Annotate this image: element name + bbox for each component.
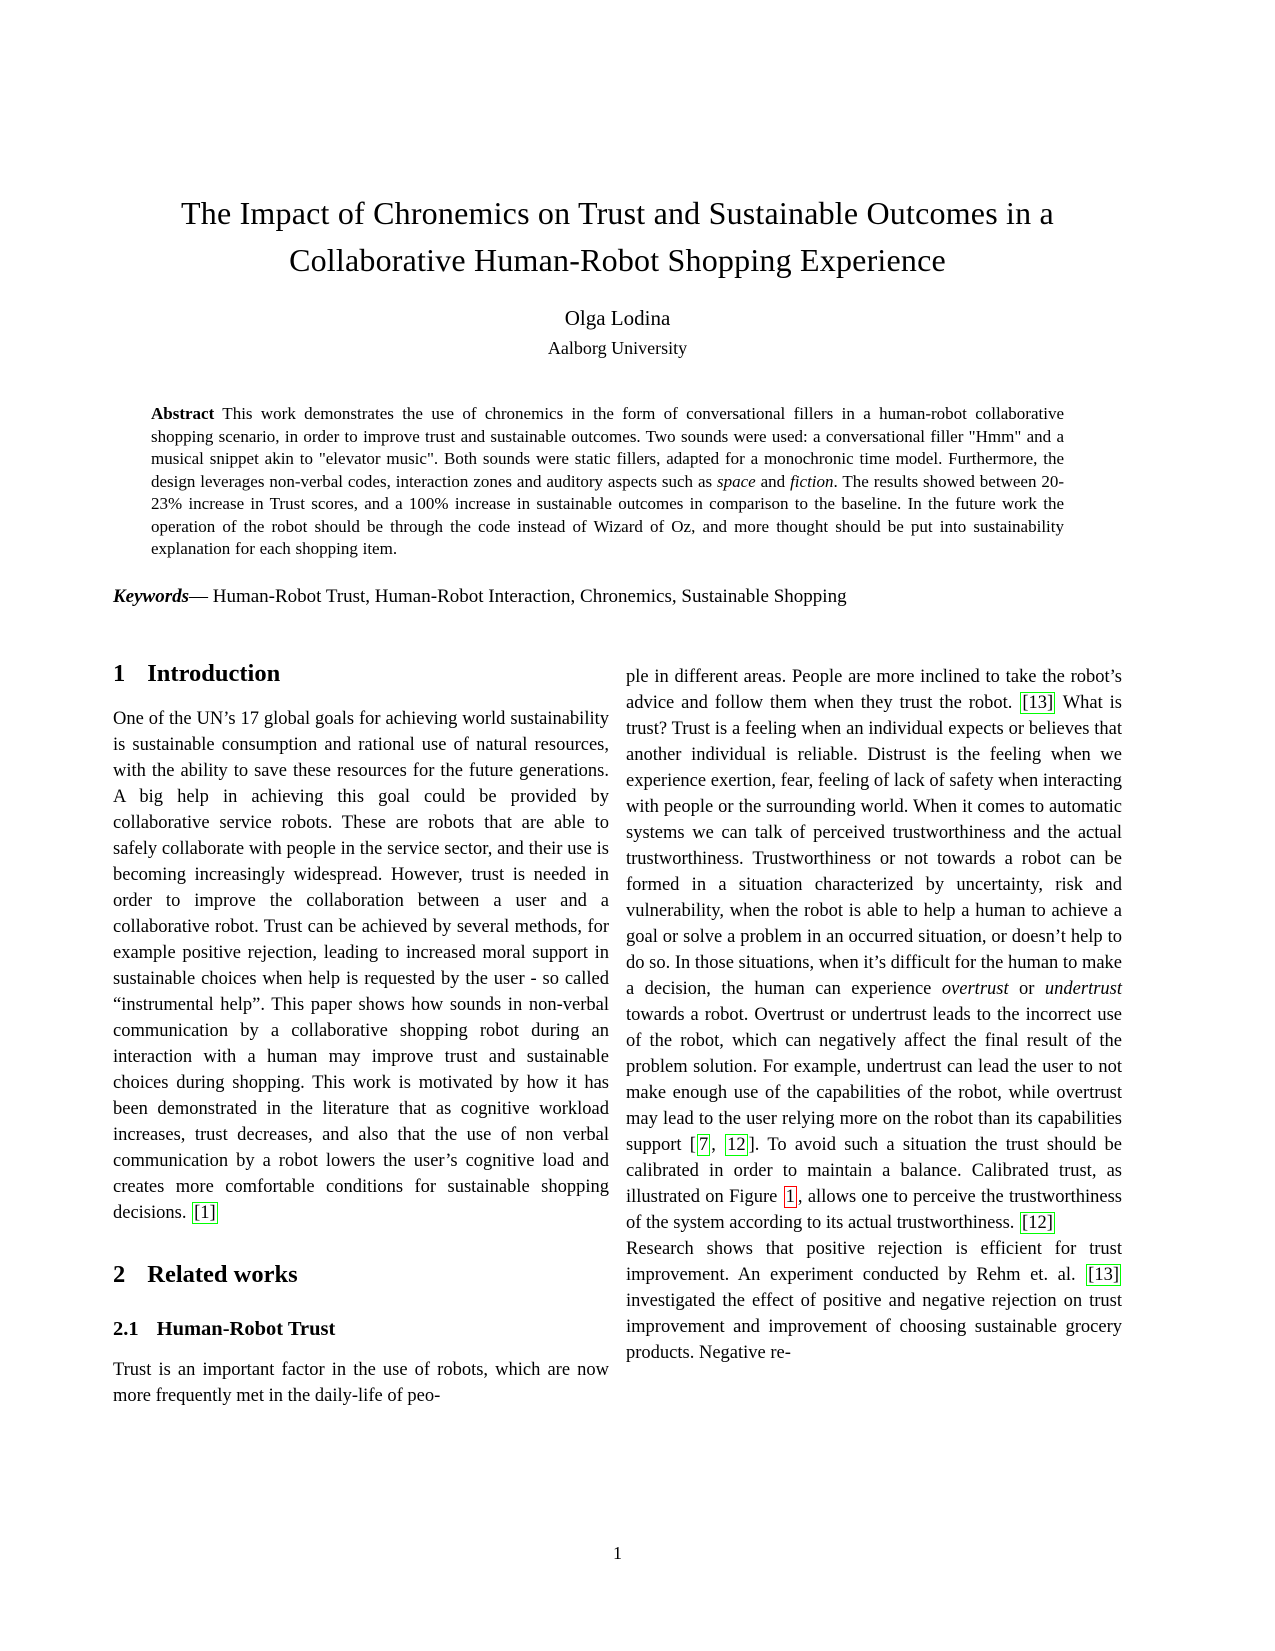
- right-column-paragraph-1: [626, 664, 1122, 1236]
- author-affiliation: Aalborg University: [547, 338, 688, 358]
- section-number: 2: [113, 1260, 126, 1288]
- subsection-title: Human-Robot Trust: [156, 1317, 336, 1340]
- citation-link[interactable]: 7: [698, 1134, 709, 1155]
- two-column-body: [113, 659, 1122, 1409]
- citation-link[interactable]: [1]: [194, 1202, 216, 1223]
- text-segment: What is trust? Trust is a feeling when an individual expects or believes that another individual is reliable. Distrust is the feeling when we experience exertion, fear, feeling of lack of safety when interacting with people or the surrounding world. When it comes to automatic systems we can talk of perceived trustworthiness and the actual trustworthiness. Trustworthiness or not towards a robot can be formed in a situation characterized by uncertainty, risk and vulnerability, when the robot is able to help a human to achieve a goal or solve a problem in an occurred situation, or doesn’t help to do so. In those situations, when it’s difficult for the human to make a decision, the human can experience: [626, 692, 1123, 999]
- citation-link[interactable]: [12]: [1022, 1212, 1053, 1233]
- page-number: 1: [613, 1543, 622, 1563]
- text-segment: investigated the effect of positive and negative rejection on trust improvement and improvement of choosing sustainable grocery products. Negative re-: [626, 1290, 1122, 1363]
- paper-title: [113, 190, 1122, 284]
- section-number: 1: [113, 659, 126, 687]
- text-segment: ,: [711, 1134, 725, 1155]
- text-segment: Trust is an important factor in the use of robots, which are now more frequently met in the daily-life of peo-: [113, 1359, 609, 1406]
- abstract-label: Abstract: [151, 404, 215, 423]
- subsection-number: 2.1: [113, 1317, 139, 1340]
- author-name: Olga Lodina: [564, 306, 671, 330]
- section-heading-introduction: [113, 659, 609, 689]
- text-segment: This work demonstrates the use of chronemics in the form of conversational fillers in a human-robot collaborative shopping scenario, in order to improve trust and sustainable outcomes. Two sounds were used: a conversational filler "Hmm" and a musical snippet akin to "elevator music". Both sounds were static fillers, adapted for a monochronic time model. Furthermore, the design leverages non-verbal codes, interaction zones and auditory aspects such as: [151, 404, 1064, 491]
- citation-link[interactable]: [13]: [1088, 1264, 1119, 1285]
- introduction-paragraph: [113, 706, 609, 1226]
- abstract-text: [151, 404, 1064, 558]
- text-segment: and: [755, 471, 791, 491]
- subsection-heading-human-robot-trust: [113, 1316, 609, 1342]
- right-column: [626, 659, 1122, 1409]
- text-segment: or: [1008, 978, 1045, 999]
- text-segment: fiction: [790, 471, 834, 491]
- text-segment: towards a robot. Overtrust or undertrust leads to the incorrect use of the robot, which can negatively affect the final result of the problem solution. For example, undertrust can lead the user to not make enough use of the capabilities of the robot, while overtrust may lead to the user relying more on the robot than its capabilities support [: [626, 1004, 1122, 1155]
- section-heading-related-works: [113, 1260, 609, 1290]
- human-robot-trust-paragraph: [113, 1357, 609, 1409]
- text-segment: . The results showed between 20-23% increase in Trust scores, and a 100% increase in sustainable outcomes in comparison to the baseline. In the future work the operation of the robot should be through the code instead of Wizard of Oz, and more thought should be put into sustainability explanation for each shopping item.: [151, 471, 1064, 558]
- text-segment: Research shows that positive rejection is efficient for trust improvement. An experiment conducted by Rehm et. al.: [626, 1238, 1122, 1285]
- text-segment: , allows one to perceive the trustworthiness of the system according to its actual trustworthiness.: [626, 1186, 1122, 1233]
- paper-title-line-2: Collaborative Human-Robot Shopping Experience: [289, 242, 946, 278]
- citation-link[interactable]: 12: [727, 1134, 746, 1155]
- section-title: Introduction: [147, 659, 281, 687]
- text-segment: overtrust: [941, 978, 1009, 999]
- citation-link[interactable]: [13]: [1022, 692, 1054, 713]
- text-segment: ple in different areas. People are more inclined to take the robot’s advice and follow them when they trust the robot.: [626, 666, 1122, 713]
- abstract-block: [151, 403, 1064, 561]
- text-segment: One of the UN’s 17 global goals for achieving world sustainability is sustainable consumption and rational use of natural resources, with the ability to save these resources for the future generations. A big help in achieving this goal could be provided by collaborative service robots. These are robots that are able to safely collaborate with people in the service sector, and their use is becoming increasingly widespread. However, trust is needed in order to improve the collaboration between a user and a collaborative robot. Trust can be achieved by several methods, for example positive rejection, leading to increased moral support in sustainable choices when help is requested by the user - so called “instrumental help”. This paper shows how sounds in non-verbal communication by a collaborative shopping robot during an interaction with a human may improve trust and sustainable choices during shopping. This work is motivated by how it has been demonstrated in the literature that as cognitive workload increases, trust decreases, and also that the use of non verbal communication by a robot lowers the user’s cognitive load and creates more comfortable conditions for sustainable shopping decisions.: [113, 708, 609, 1223]
- abstract-paragraph: [151, 403, 1064, 561]
- section-title: Related works: [147, 1260, 298, 1288]
- text-segment: space: [717, 471, 756, 491]
- keywords-line: [113, 585, 1122, 609]
- text-segment: ]. To avoid such a situation the trust should be calibrated in order to maintain a balance. Calibrated trust, as illustrated on Figure: [626, 1134, 1122, 1207]
- keywords-text: — Human-Robot Trust, Human-Robot Interaction, Chronemics, Sustainable Shopping: [189, 585, 847, 607]
- left-column: [113, 659, 609, 1409]
- figure-reference-link[interactable]: 1: [785, 1186, 795, 1207]
- right-column-paragraph-2: [626, 1236, 1122, 1366]
- paper-title-line-1: The Impact of Chronemics on Trust and Sustainable Outcomes in a: [181, 195, 1054, 231]
- keywords-label: Keywords: [113, 585, 189, 607]
- text-segment: undertrust: [1044, 978, 1122, 999]
